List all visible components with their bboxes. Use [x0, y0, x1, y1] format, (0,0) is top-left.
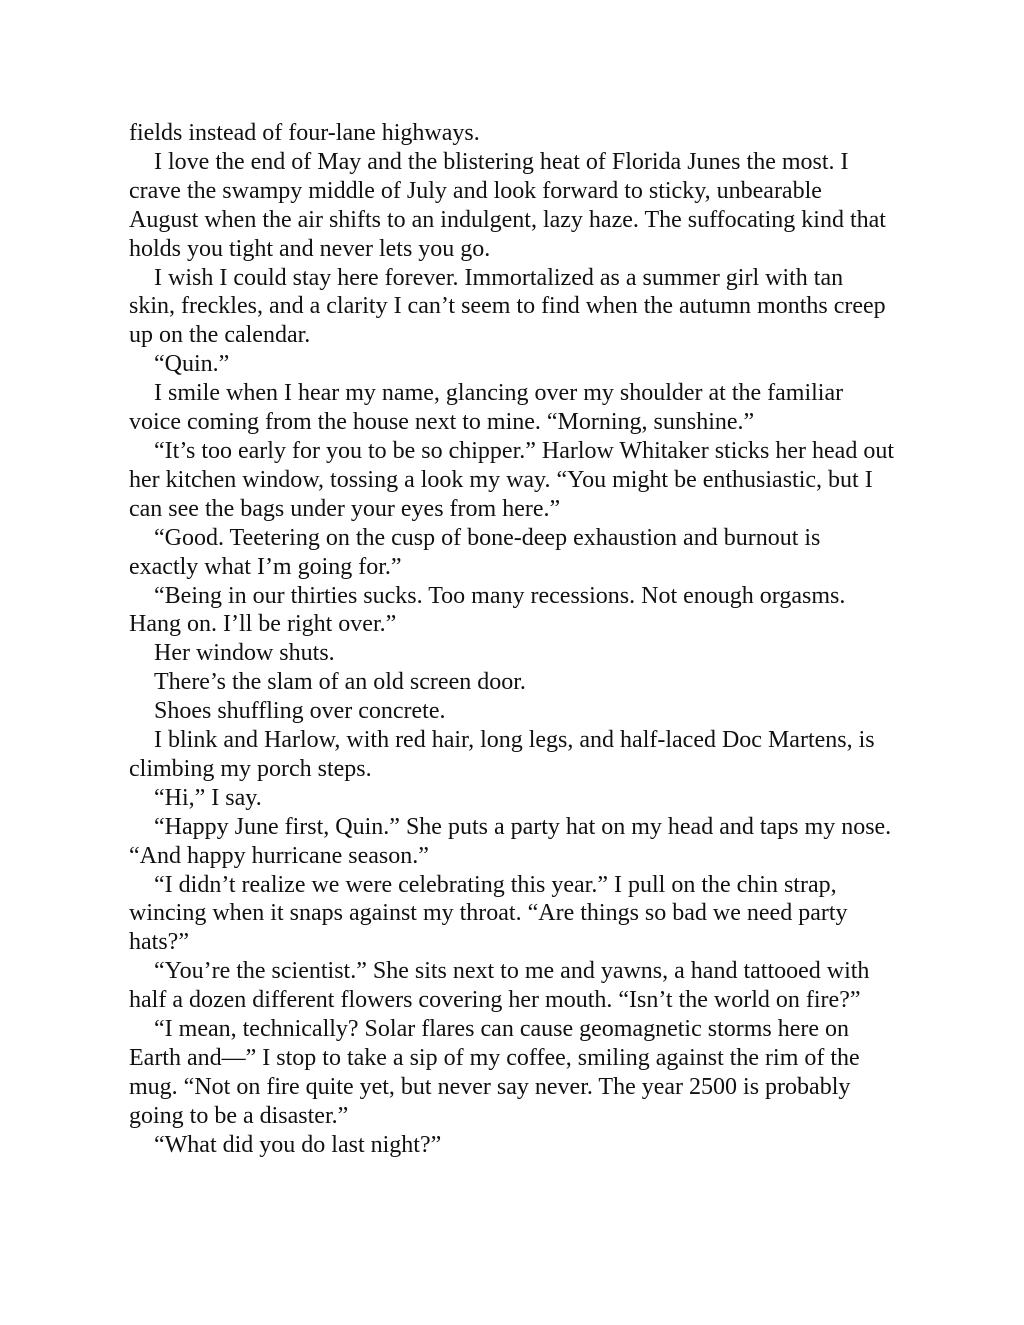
paragraph: “Good. Teetering on the cusp of bone-deep exhaustion and burnout is exactly what I’m going for.”: [129, 524, 821, 580]
paragraph: fields instead of four-lane highways.: [129, 120, 480, 146]
paragraph: “Happy June first, Quin.” She puts a party hat on my head and taps my nose. “And happy hurricane season.”: [129, 813, 892, 869]
paragraph: “I didn’t realize we were celebrating this year.” I pull on the chin strap, wincing when it snaps against my throat. “Are things so bad we need party hats?”: [129, 871, 848, 956]
paragraph: I love the end of May and the blistering heat of Florida Junes the most. I crave the swampy middle of July and look forward to sticky, unbearable August when the air shifts to an indulgent, lazy haze. The suffocating kind that holds you tight and never lets you go.: [129, 148, 886, 262]
paragraph: Shoes shuffling over concrete.: [154, 698, 446, 725]
paragraph: “Being in our thirties sucks. Too many recessions. Not enough orgasms. Hang on. I’ll be right over.”: [129, 582, 846, 638]
paragraph: “What did you do last night?”: [154, 1131, 442, 1158]
paragraph: I blink and Harlow, with red hair, long legs, and half-laced Doc Martens, is climbing my porch steps.: [129, 727, 875, 782]
paragraph: I smile when I hear my name, glancing over my shoulder at the familiar voice coming from the house next to mine. “Morning, sunshine.”: [129, 380, 844, 436]
paragraph: “Hi,” I say.: [154, 784, 262, 811]
paragraph: I wish I could stay here forever. Immortalized as a summer girl with tan skin, freckles, and a clarity I can’t seem to find when the autumn months creep up on the calendar.: [129, 264, 886, 349]
paragraph: “I mean, technically? Solar flares can cause geomagnetic storms here on Earth and—” I stop to take a sip of my coffee, smiling against the rim of the mug. “Not on fire quite yet, but never say never. The year 2500 is probably going to be a disaster.”: [129, 1016, 860, 1129]
paragraph: “It’s too early for you to be so chipper.” Harlow Whitaker sticks her head out her kitchen window, tossing a look my way. “You might be enthusiastic, but I can see the bags under your eyes from here.”: [129, 437, 895, 522]
paragraph: Her window shuts.: [154, 640, 335, 667]
paragraph: There’s the slam of an old screen door.: [154, 669, 526, 696]
paragraph: “You’re the scientist.” She sits next to me and yawns, a hand tattooed with half a dozen different flowers covering her mouth. “Isn’t the world on fire?”: [129, 958, 870, 1014]
paragraph: “Quin.”: [154, 351, 230, 378]
book-page-body: [129, 119, 895, 1160]
